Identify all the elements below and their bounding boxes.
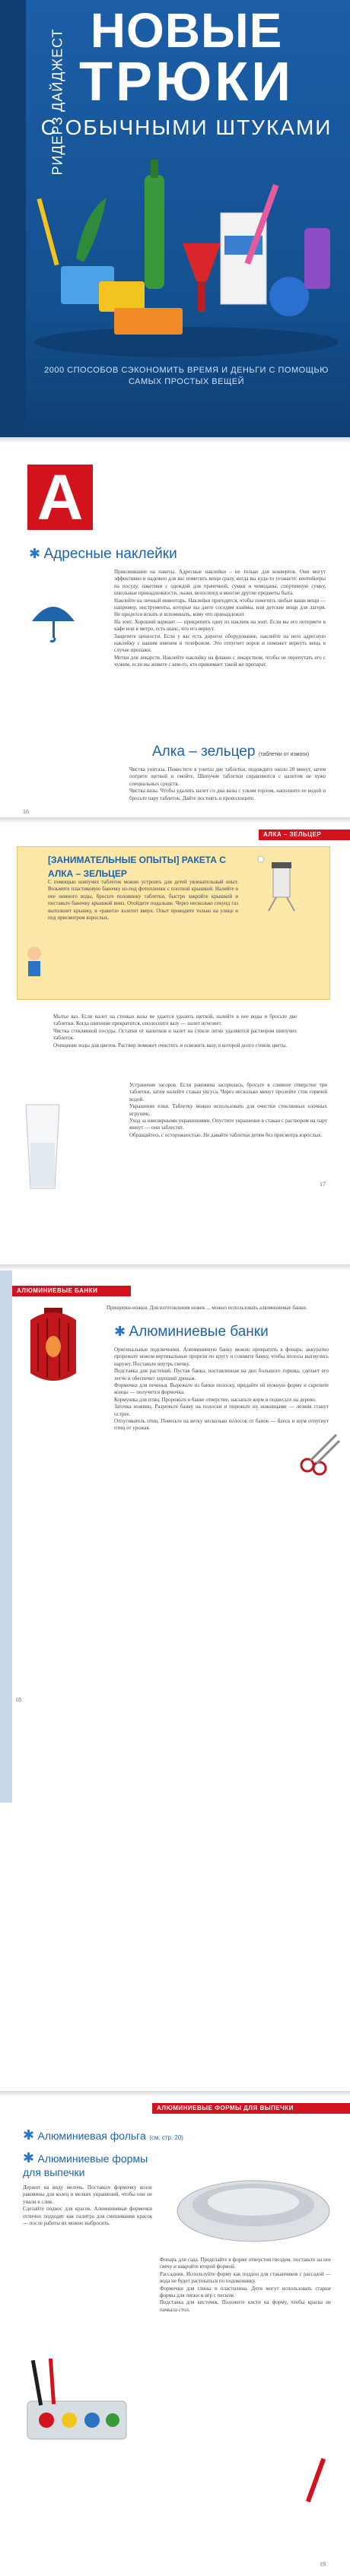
intro-paragraph: Прищепки-ножки. Для изготовления ножек ... можно использовать алюминиевые банки.: [107, 1305, 307, 1311]
paragraph: Устранение засоров. Если раковина засорилась, бросьте в сливное отверстие три таблетки, затем налейте стакан уксуса. Через несколько минут пролейте сток горячей водой.: [129, 1082, 327, 1102]
section-header-address-labels: [29, 546, 318, 563]
pencils: [37, 198, 59, 265]
page-edge: [0, 2091, 350, 2097]
cover-subtitle: 2000 СПОСОБОВ СЭКОНОМИТЬ ВРЕМЯ И ДЕНЬГИ С ПОМОЩЬЮ САМЫХ ПРОСТЫХ ВЕЩЕЙ: [44, 366, 329, 386]
page-number: 19: [320, 2561, 326, 2568]
cover-title-line2: ТРЮКИ: [79, 52, 294, 113]
glass-icon: [20, 1097, 65, 1196]
child-icon: [22, 946, 46, 982]
rocket-canister-icon: [246, 852, 314, 912]
paragraph: Держит на виду мелочь. Поставьте формочку возле раковины для колец и мелких украшений, чтобы они не упали в слив.: [23, 2184, 152, 2205]
baking-pan-icon: [171, 2158, 335, 2249]
running-header: АЛЮМИНИЕВЫЕ ФОРМЫ ДЛЯ ВЫПЕЧКИ: [152, 2103, 350, 2114]
page-edge: [0, 437, 350, 443]
section-title: Алюминиевая фольга: [37, 2130, 146, 2142]
book-cover: [0, 0, 350, 437]
red-funnel: [183, 243, 221, 281]
pen-icon: [297, 2454, 335, 2508]
paint-brushes-icon: [20, 2356, 134, 2447]
section-header-alka: [152, 744, 342, 760]
cover-spine: [0, 0, 26, 437]
paragraph: Украшение елки. Таблетку можно использовать для очистки стеклянных елочных игрушек.: [129, 1103, 327, 1117]
lantern-illustration: [15, 1305, 91, 1388]
paragraph: Формочки для глины и пластилина. Дети могут использовать старые формы для лепки и игр с песком.: [160, 2285, 331, 2299]
page-edge: [0, 817, 350, 823]
paragraph: Заточка ножниц. Разрежьте банку на полоски и порежьте их ножницами — лезвия станут острее.: [114, 1404, 329, 1417]
page18-text: [114, 1347, 329, 1432]
paragraph: На зонт. Хороший вариант — прикрепить одну из наклеек на зонт. Если вы его потеряете в кафе или в метро, есть шанс, что его вернут.: [114, 618, 326, 633]
pen-illustration: [297, 2454, 335, 2508]
paragraph: Приклеивание на пакеты. Адресные наклейки – не только для конвертов. Они могут эффективно и надежно для вас пометить вещи сразу, когда вы куда-то уезжаете: контейнеры на посуду, пакетики с одеждой для прачечной, сумки и чемоданы, спортивную сумку, школьные принадлежности, лыжи, велосипед и многие другие предметы быта.: [114, 569, 326, 597]
page-19: [0, 2097, 350, 2576]
blue-ball: [269, 277, 309, 316]
running-header: АЛЮМИНИЕВЫЕ БАНКИ: [12, 1286, 131, 1296]
cover-title-line3: С ОБЫЧНЫМИ ШТУКАМИ: [40, 116, 332, 139]
rocket-illustration: [246, 852, 314, 912]
section-header-cans: [114, 1324, 327, 1340]
paragraph: Чистка стеклянной посуды. Остатки от напитков и налет на стекле легко удаляются раствором шипучих таблеток.: [53, 1027, 297, 1042]
page17-text-bottom: [129, 1082, 327, 1139]
paragraph: Чистка унитаза. Поместите в унитаз две таблетки, подождите около 20 минут, затем потрите щеткой и смойте. Шипучие таблетки справляются с налетом не хуже специальных средств.: [129, 766, 326, 787]
cover-title-line1: НОВЫЕ: [90, 3, 283, 58]
cover-illustration: [30, 152, 342, 357]
can-lantern-icon: [15, 1305, 91, 1388]
page-number: 17: [320, 1181, 326, 1188]
star-icon: ✱: [114, 1324, 126, 1339]
box-text: С помощью шипучих таблеток можно устроить для детей увлекательный опыт. Возьмите пластиковую баночку из-под фотопленки с плотной крышкой. Налейте в нее немного воды, бросьте половинку таблетки, быстро закройте крышкой и поставьте баночку крышкой вниз. Отойдите подальше. Через несколько секунд газ вытолкнет крышку, и «ракета» взлетит вверх. Опыт проводите только на улице и под присмотром взрослых.: [48, 879, 238, 922]
page-side-strip: [0, 1271, 12, 1803]
star-icon: ✱: [29, 546, 41, 561]
page19-text-left: [23, 2184, 152, 2227]
star-icon: ✱: [23, 2127, 35, 2143]
star-icon: ✱: [23, 2150, 35, 2165]
section2-text: [129, 766, 326, 802]
yellow-sponge: [99, 281, 145, 312]
section-title: Алюминиевые формы для выпечки: [23, 2152, 148, 2178]
paragraph: Фонарь для сада. Проделайте в форме отверстия гвоздем, поставьте на нее свечу и накройте второй формой.: [160, 2257, 331, 2270]
box-title: [ЗАНИМАТЕЛЬНЫЕ ОПЫТЫ] РАКЕТА С АЛКА – ЗЕЛЬЦЕР: [48, 855, 226, 879]
section-title: Адресные наклейки: [43, 546, 177, 562]
purple-jar: [304, 228, 330, 289]
section-header-foil: [23, 2127, 327, 2143]
page-number: 16: [23, 808, 29, 815]
green-leaves: [76, 198, 107, 262]
paragraph: Наклейте на личный инвентарь. Наклейки пригодятся, чтобы пометить любые ваши вещи — например, инструменты, которые вы даете соседям взаймы, или детские вещи для лагеря. Не придется искать и вспоминать, кому что принадлежит.: [114, 597, 326, 618]
section-title: Алюминиевые банки: [129, 1324, 269, 1340]
paragraph: Защитите ценности. Если у вас есть дорогое оборудование, наклейте на него адресную наклейку с вашим именем и телефоном. Это отпугнет воров и поможет вернуть вещь в случае пропажи.: [114, 633, 326, 654]
section-note: (см. стр. 20): [149, 2134, 183, 2141]
paragraph: Очищение воды для цветов. Раствор поможет очистить и освежить вазу, в которой долго стояли цветы.: [53, 1042, 287, 1048]
scissors-illustration: [297, 1430, 342, 1476]
experiments-box: [17, 846, 330, 1000]
paragraph: Рассадник. Используйте форму как поддон для стаканчиков с рассадой — вода не будет растекаться по подоконнику.: [160, 2270, 331, 2285]
section1-text: [114, 569, 326, 669]
page-18: [0, 1271, 350, 1803]
umbrella-illustration: [29, 595, 78, 648]
paragraph: Оригинальные подсвечники. Алюминиевую банку можно превратить в фонарь: аккуратно прорежьте ножом вертикальные прорези по кругу и сожмите банку, чтобы полосы выгнулись наружу. Поставьте внутрь свечку.: [114, 1347, 329, 1367]
paragraph: Отпугиватель птиц. Повесьте на ветку несколько полосок от банок — блеск и шум отпугнут птиц от урожая.: [114, 1418, 329, 1432]
glass-illustration: [20, 1097, 65, 1196]
section-title: Алка – зельцер: [152, 744, 256, 760]
scissors-icon: [297, 1430, 342, 1476]
paragraph: Подставка для растений. Пустая банка, поставленная на дно большого горшка, сделает его легче и обеспечит хороший дренаж.: [114, 1368, 329, 1382]
running-header: АЛКА – ЗЕЛЬЦЕР: [259, 830, 350, 840]
paragraph: Кормушка для птиц. Прорежьте в банке отверстие, насыпьте корм и подвесьте на дерево.: [114, 1396, 317, 1403]
section-header-baking-forms: [23, 2150, 160, 2180]
paragraph: Метки для лекарств. Наклейте наклейку на флакон с лекарством, чтобы не перепутать его с чужим, если вы живете с кем-то, кто принимает такой же препарат.: [114, 654, 326, 668]
chapter-letter: A: [27, 465, 93, 530]
paragraph: Сделайте поднос для красок. Алюминиевые формочки отлично подходят как палитра для смешивания красок — после работы их можно выбросить.: [23, 2206, 152, 2227]
green-bottle: [145, 175, 164, 289]
paragraph: Уход за ювелирными украшениями. Опустите украшение в стакан с раствором на пару минут — они заблестят.: [129, 1118, 327, 1131]
paragraph: Чистка вазы. Чтобы удалить налет со дна вазы с узким горлом, наполните ее водой и бросьте пару таблеток. Дайте постоять и прополощите.: [129, 788, 326, 801]
section-note: (таблетки от изжоги): [258, 752, 310, 757]
publisher-label: РИДЕРЗ ДАЙДЖЕСТ: [49, 28, 65, 176]
page-edge: [0, 1264, 350, 1271]
baking-forms-photo: [171, 2158, 335, 2249]
orange-box: [114, 308, 183, 335]
paragraph: Подставка для кисточек. Положите кисти на форму, чтобы краска не пачкала стол.: [160, 2299, 331, 2313]
child-cartoon: [22, 946, 46, 982]
paragraph: Обращайтесь с осторожностью. Не давайте таблетки детям без присмотра взрослых.: [129, 1131, 323, 1138]
page17-text-top: [53, 1014, 297, 1049]
paints-illustration: [20, 2356, 134, 2447]
paragraph: Мытье ваз. Если налет на стенках вазы не удается удалить щеткой, налейте в нее воды и бросьте две таблетки. Когда шипение прекратится, ополосните вазу — налет исчезнет.: [53, 1014, 297, 1027]
page19-text-right: [160, 2257, 331, 2314]
paragraph: Формочки для печенья. Вырежьте из банки полоску, придайте ей нужную форму и скрепите концы — получится формочка.: [114, 1382, 329, 1396]
umbrella-icon: [29, 595, 78, 644]
page-number: 18: [15, 1696, 21, 1703]
